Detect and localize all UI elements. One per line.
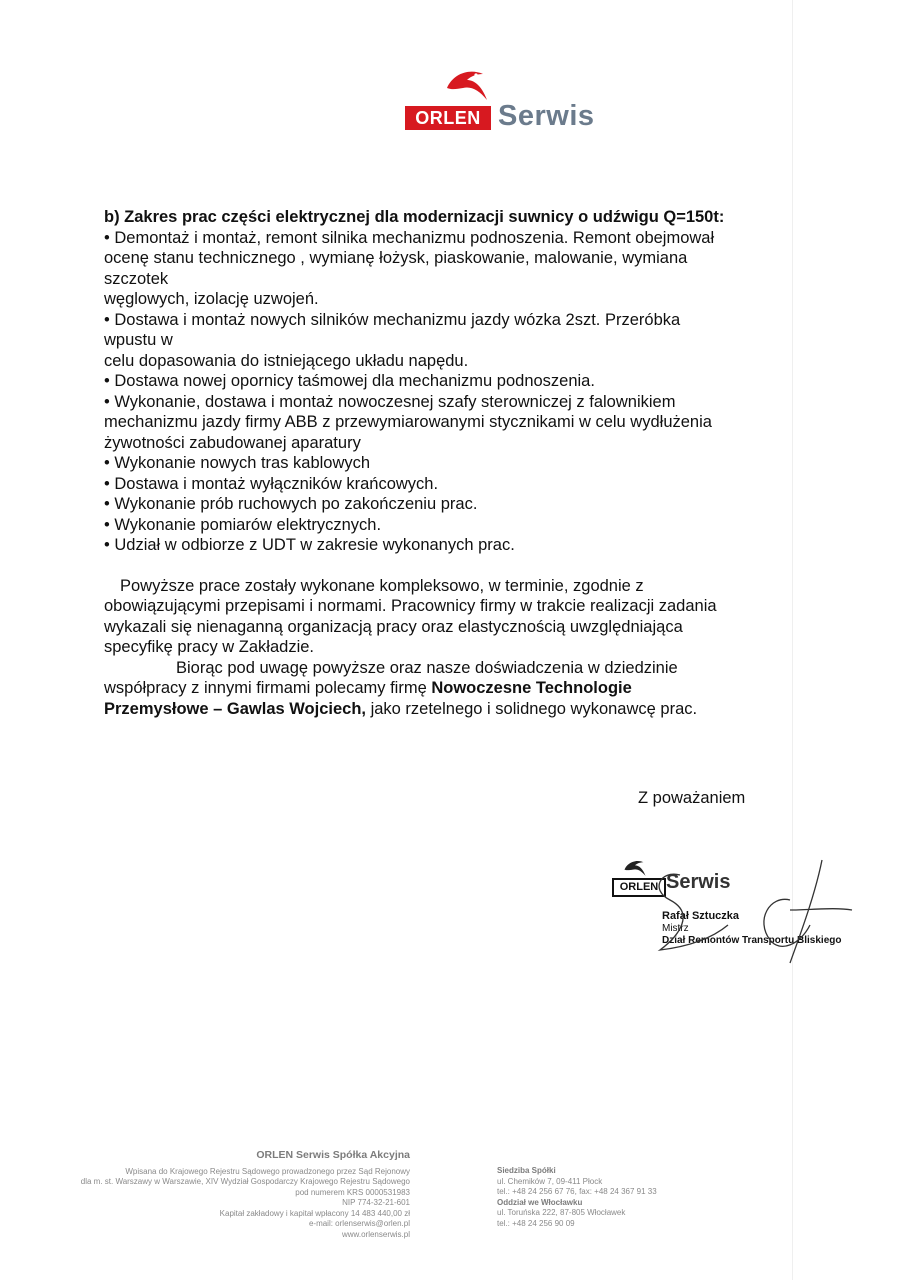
section-heading: b) Zakres prac części elektrycznej dla modernizacji suwnicy o udźwigu Q=150t: — [104, 208, 725, 226]
footer-address-line: tel.: +48 24 256 67 76, fax: +48 24 367 91 33 — [497, 1187, 657, 1196]
footer-addresses — [497, 1166, 757, 1229]
summary-line: Powyższe prace zostały wykonane kompleksowo, w terminie, zgodnie z — [120, 576, 644, 595]
scope-line: węglowych, izolację uzwojeń. — [104, 290, 319, 308]
scope-line: • Wykonanie, dostawa i montaż nowoczesnej szafy sterowniczej z falownikiem — [104, 392, 676, 411]
footer-line: dla m. st. Warszawy w Warszawie, XIV Wydział Gospodarczy Krajowego Rejestru Sądowego — [80, 1177, 410, 1186]
footer-address-line: Siedziba Spółki — [497, 1166, 556, 1175]
scope-line: celu dopasowania do istniejącego układu napędu. — [104, 351, 469, 370]
footer-line: e-mail: orlenserwis@orlen.pl — [308, 1219, 410, 1228]
footer-company-name: ORLEN Serwis Spółka Akcyjna — [256, 1149, 410, 1161]
footer-address-lines — [497, 1166, 757, 1229]
footer-line: Wpisana do Krajowego Rejestru Sądowego prowadzonego przez Sąd Rejonowy — [125, 1166, 410, 1176]
footer-address-line: tel.: +48 24 256 90 09 — [497, 1218, 575, 1228]
footer-line: www.orlenserwis.pl — [341, 1229, 410, 1239]
summary-line: specyfikę pracy w Zakładzie. — [104, 638, 314, 656]
scope-line: mechanizmu jazdy firmy ABB z przewymiarowanymi stycznikami w celu wydłużenia — [104, 413, 712, 431]
scope-list — [104, 228, 804, 556]
orlen-wordmark: ORLEN — [405, 106, 491, 130]
summary-line: obowiązującymi przepisami i normami. Pracownicy firmy w trakcie realizacji zadania — [104, 597, 717, 615]
serwis-wordmark: Serwis — [498, 100, 595, 132]
scope-line: • Wykonanie pomiarów elektrycznych. — [104, 515, 382, 534]
footer-address-line: ul. Toruńska 222, 87-805 Włocławek — [497, 1208, 626, 1217]
orlen-serwis-logo — [405, 66, 615, 136]
letter-body — [104, 207, 804, 719]
scope-line: • Dostawa i montaż nowych silników mechanizmu jazdy wózka 2szt. Przeróbka — [104, 310, 681, 329]
recommendation-ending: jako rzetelnego i solidnego wykonawcę prac. — [365, 699, 698, 718]
footer-company-info — [60, 1150, 410, 1240]
scope-line: wpustu w — [104, 331, 173, 349]
footer-line: pod numerem KRS 0000531983 — [295, 1187, 410, 1197]
handwritten-signature — [640, 855, 860, 965]
footer-line: Kapitał zakładowy i kapitał wpłacony 14 483 440,00 zł — [219, 1208, 410, 1218]
signatory-role: Mistrz — [662, 923, 689, 934]
scope-line: ocenę stanu technicznego , wymianę łożysk, piaskowanie, malowanie, wymiana — [104, 249, 688, 267]
scope-line: szczotek — [104, 269, 169, 288]
signatory-name: Rafał Sztuczka — [662, 910, 740, 922]
stamp-orlen-wordmark: ORLEN — [612, 878, 666, 897]
paragraph-recommendation-line1: Biorąc pod uwagę powyższe oraz nasze doświadczenia w dziedzinie — [176, 658, 678, 677]
scope-line: żywotności zabudowanej aparatury — [104, 433, 361, 452]
scope-line: • Wykonanie nowych tras kablowych — [104, 454, 371, 472]
closing-salutation: Z poważaniem — [638, 789, 746, 807]
footer-registration-lines — [60, 1167, 410, 1241]
footer-address-line: ul. Chemików 7, 09-411 Płock — [497, 1176, 603, 1186]
scope-line: • Wykonanie prób ruchowych po zakończeniu prac. — [104, 495, 478, 513]
paragraph-recommendation-line3 — [104, 699, 804, 720]
footer-line: NIP 774-32-21-601 — [342, 1198, 410, 1207]
company-name-part2: Przemysłowe – Gawlas Wojciech, — [104, 699, 366, 718]
stamp-serwis-wordmark: Serwis — [666, 871, 731, 893]
footer-address-line: Oddział we Włocławku — [497, 1197, 583, 1207]
paragraph-recommendation-line2 — [104, 678, 804, 699]
company-name-part1: Nowoczesne Technologie — [431, 679, 632, 697]
scope-line: • Udział w odbiorze z UDT w zakresie wykonanych prac. — [104, 536, 515, 554]
orlen-eagle-icon — [443, 66, 491, 104]
scope-line: • Dostawa nowej opornicy taśmowej dla mechanizmu podnoszenia. — [104, 372, 595, 390]
scope-line: • Demontaż i montaż, remont silnika mechanizmu podnoszenia. Remont obejmował — [104, 228, 715, 247]
paragraph-summary — [104, 576, 804, 658]
recommendation-text: współpracy z innymi firmami polecamy firmę — [104, 679, 432, 697]
signatory-department: Dział Remontów Transportu Bliskiego — [662, 935, 842, 946]
summary-line: wykazali się nienaganną organizacją pracy oraz elastycznością uwzględniająca — [104, 617, 683, 636]
scope-line: • Dostawa i montaż wyłączników krańcowych. — [104, 474, 439, 493]
